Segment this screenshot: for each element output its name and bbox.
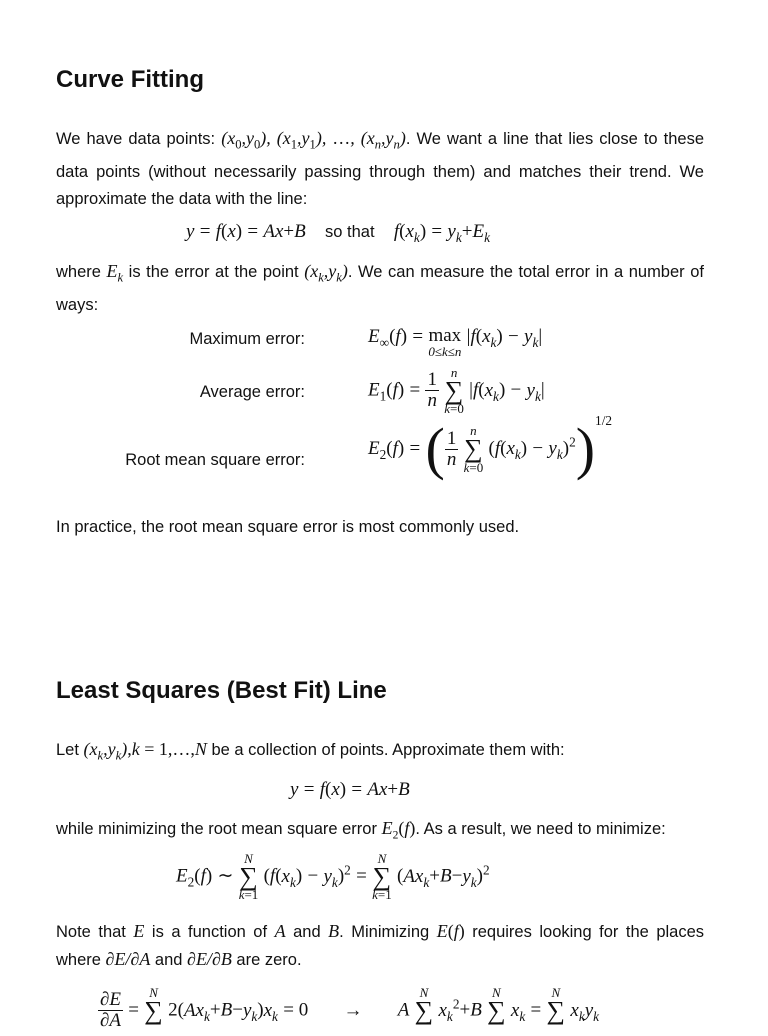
rms-error-formula: $E_2(f)$ = ( $\frac{1}{n}$ n ∑ k=0 $(f(x_k) - y_k)^2)^{1/2}$	[368, 412, 613, 481]
derivative-equation: $\frac{\partial E}{\partial A}$ = N ∑ $2(Ax_k+B-y_k)x_k = 0 \to A$ N ∑ $x_k^2+B$ N ∑ $x_k$ = N ∑ $x_ky_k$	[100, 985, 600, 1032]
intro-paragraph: We have data points: $(x_0,y_0)$, $(x_1,y_1)$, …, $(x_n,y_n)$. We want a line that lies close to these data points (without necessarily passing through them) and matches their trend. We approximate the data with the line:	[56, 128, 704, 208]
let-paragraph: Let $(x_k,y_k),k$ = 1,…,N be a collection of points. Approximate them with:	[56, 739, 565, 763]
practice-paragraph: In practice, the root mean square error is most commonly used.	[56, 518, 520, 536]
note-paragraph: Note that E is a function of A and B. Minimizing E(f) requires looking for the places where ∂E/∂A and ∂E/∂B are zero.	[56, 921, 705, 969]
section-title-curve-fitting: Curve Fitting	[56, 66, 204, 93]
error-label-max: Maximum error:	[189, 330, 305, 348]
error-label-rms: Root mean square error:	[125, 451, 305, 469]
where-paragraph: where $E_k$ is the error at the point $(x_k,y_k)$. We can measure the total error in a number of ways:	[56, 261, 704, 314]
minimize-formula: $E_2(f)$ ∼ N ∑ k=1 $(f(x_k) - y_k)^2$ = N ∑ k=1 $(Ax_k+B-y_k)^2$	[176, 851, 490, 903]
approx-line-equation: y = f(x) = Ax+B	[290, 779, 410, 800]
line-equation: y = f(x) = Ax+B so that $f(x_k) = y_k+E_k$	[186, 221, 490, 245]
while-paragraph: while minimizing the root mean square error $E_2(f)$. As a result, we need to minimize:	[56, 818, 666, 842]
max-error-formula: $E_\infty(f)$ = max 0≤k≤n $|f(x_k) - y_k|$	[368, 325, 543, 359]
section-title-least-squares: Least Squares (Best Fit) Line	[56, 677, 387, 704]
avg-error-formula: $E_1(f)$ = $\frac{1}{n}$ n ∑ k=0 $|f(x_k) - y_k|$	[368, 365, 545, 417]
error-label-avg: Average error:	[199, 383, 305, 401]
